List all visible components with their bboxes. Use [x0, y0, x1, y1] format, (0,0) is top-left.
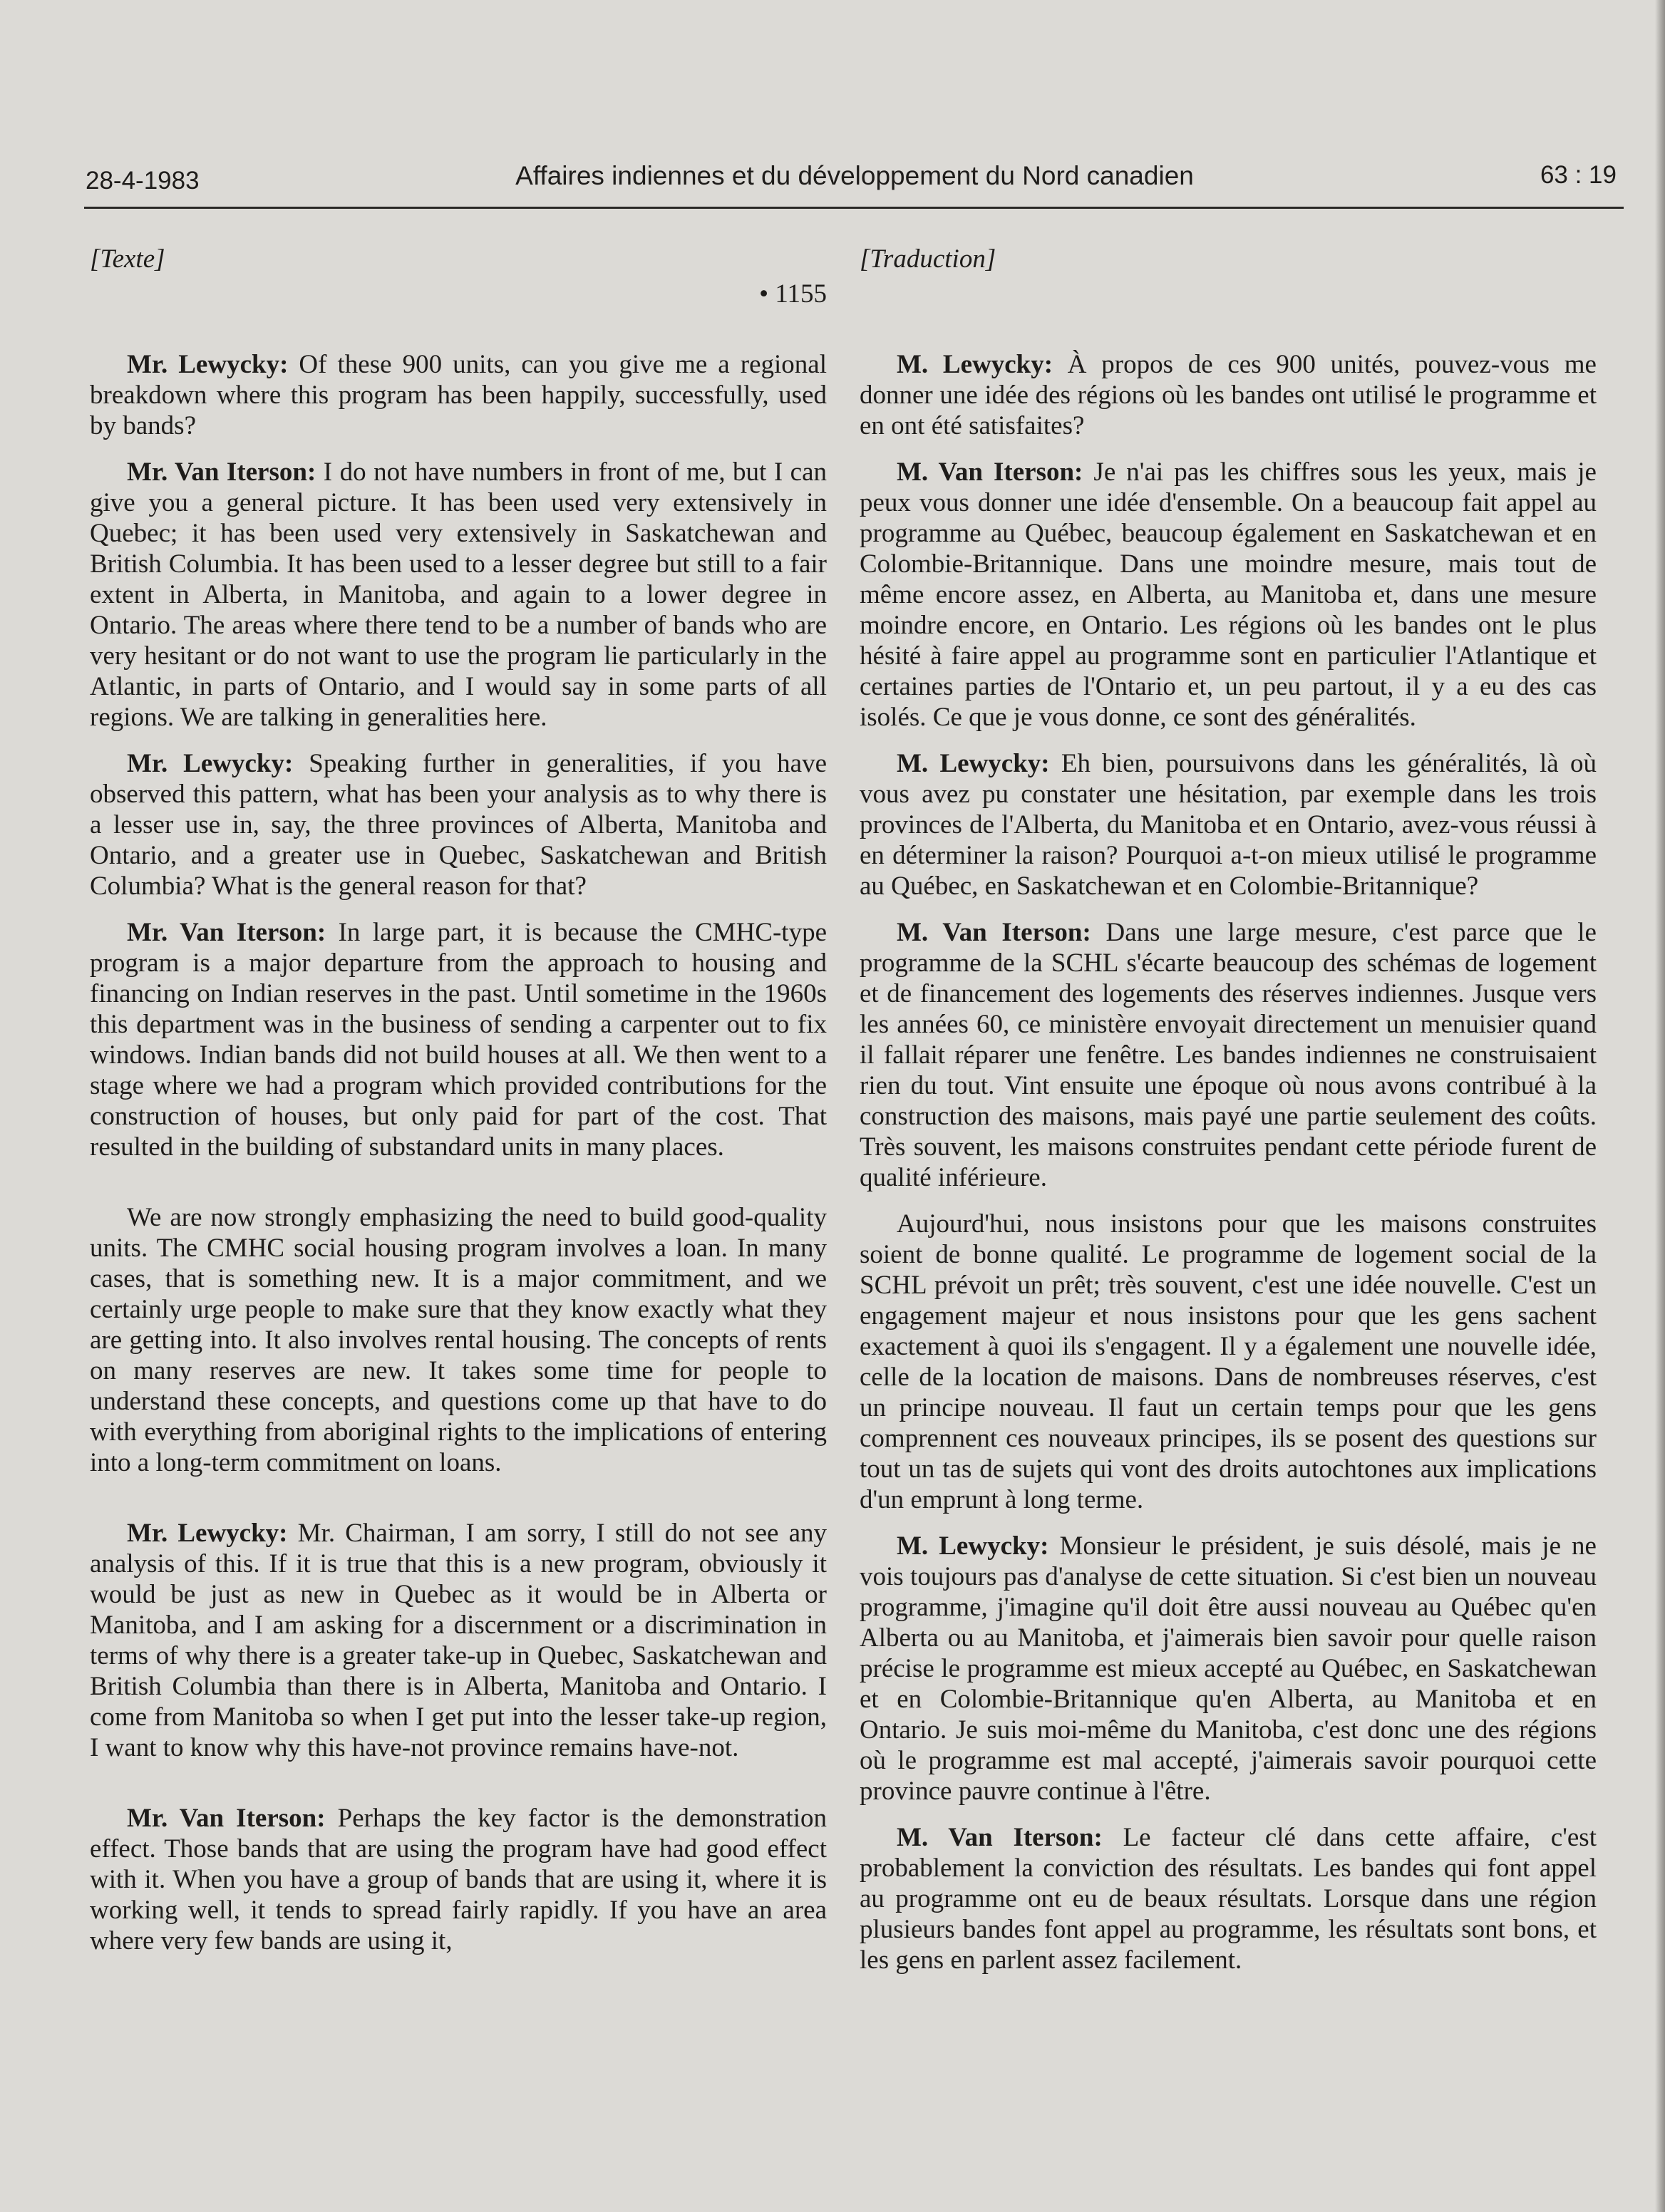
paragraph [860, 1209, 1597, 1515]
header-page-number: 63 : 19 [1540, 161, 1617, 189]
paragraph-text: Je n'ai pas les chiffres sous les yeux, mais je peux vous donner une idée d'ensemble. On a beaucoup fait appel au programme au Québec, beaucoup également en Saskatchewan et en Colombie-Britannique. Dans une moindre mesure, mais tout de même encore assez, en Alberta, au Manitoba et, dans une mesure moindre encore, en Ontario. Les régions où les bandes ont le plus hésité à faire appel au programme sont en particulier l'Atlantique et certaines parties de l'Ontario et, un peu partout, il y a eu des cas isolés. Ce que je vous donne, ce sont des généralités. [860, 458, 1597, 732]
paragraph-text: Mr. Chairman, I am sorry, I still do not see any analysis of this. If it is true that this is a new program, obviously it would be just as new in Quebec as it would be in Alberta or Manitoba, and I am asking for a discernment or a discrimination in terms of why there is a greater take-up in Quebec, Saskatchewan and British Columbia than there is in Alberta, Manitoba and Ontario. I come from Manitoba so when I get put into the lesser take-up region, I want to know why this have-not province remains have-not. [90, 1519, 827, 1762]
paragraph [860, 1822, 1597, 1975]
paragraph-text: Perhaps the key factor is the demonstration effect. Those bands that are using the program have had good effect with it. When you have a group of bands that are using it, where it is working well, it tends to spread fairly rapidly. If you have an area where very few bands are using it, [90, 1804, 827, 1955]
speaker-name: Mr. Lewycky: [127, 350, 289, 379]
paragraph [860, 349, 1597, 441]
header-date: 28-4-1983 [86, 167, 200, 195]
speaker-name: Mr. Lewycky: [127, 749, 294, 778]
section-gap [90, 1494, 827, 1518]
page-edge-shadow [1655, 0, 1665, 2212]
paragraph-text: Aujourd'hui, nous insistons pour que les maisons construites soient de bonne qualité. Le programme de logement social de la SCHL prévoit un prêt; très souvent, c'est une idée nouvelle. C'est un engagement majeur et nous insistons pour que les gens sachent exactement à quoi ils s'engagent. Il y a également une nouvelle idée, celle de la location de maisons. Dans de nombreuses réserves, c'est un principe nouveau. Il faut un certain temps pour que les gens comprennent ces nouveaux principes, ils se posent des questions sur tout un tas de sujets qui vont des droits autochtones aux implications d'un emprunt à long terme. [860, 1209, 1597, 1514]
paragraph [90, 1518, 827, 1763]
paragraph [90, 457, 827, 733]
speaker-name: Mr. Lewycky: [127, 1519, 288, 1548]
paragraph-text: Dans une large mesure, c'est parce que le programme de la SCHL s'écarte beaucoup des schémas de logement et de financement des logements des réserves indiennes. Jusque vers les années 60, ce ministère envoyait directement un menuisier quand il fallait réparer une fenêtre. Les bandes indiennes ne construisaient rien du tout. Vint ensuite une époque où nous avons contribué à la construction des maisons, mais payé une partie seulement des coûts. Très souvent, les maisons construites pendant cette période furent de qualité inférieure. [860, 918, 1597, 1192]
header-title: Affaires indiennes et du développement du Nord canadien [515, 161, 1194, 190]
paragraph-text: We are now strongly emphasizing the need to build good-quality units. The CMHC social housing program involves a loan. In many cases, that is something new. It is a major commitment, and we certainly urge people to make sure that they know exactly what they are getting into. It also involves rental housing. The concepts of rents on many reserves are new. It takes some time for people to understand these concepts, and questions come up that have to do with everything from aboriginal rights to the implications of entering into a long-term commitment on loans. [90, 1203, 827, 1477]
page-header [86, 161, 1624, 204]
paragraph-text: I do not have numbers in front of me, but I can give you a general picture. It has been used very extensively in Quebec; it has been used very extensively in Saskatchewan and British Columbia. It has been used to a lesser degree but still to a fair extent in Alberta, in Manitoba, and again to a lower degree in Ontario. The areas where there tend to be a number of bands who are very hesitant or do not want to use the program lie particularly in the Atlantic, in parts of Ontario, and I would say in some parts of all regions. We are talking in generalities here. [90, 458, 827, 732]
speaker-name: M. Lewycky: [897, 1531, 1049, 1561]
speaker-name: Mr. Van Iterson: [127, 1804, 326, 1833]
paragraph-text: Of these 900 units, can you give me a regional breakdown where this program has been happily, successfully, used by bands? [90, 350, 828, 440]
section-gap [90, 1779, 827, 1803]
paragraph [90, 1202, 827, 1478]
paragraph [90, 748, 827, 901]
column-label-traduction: [Traduction] [860, 244, 996, 274]
paragraph [90, 1803, 827, 1956]
column-label-texte: [Texte] [90, 244, 165, 274]
english-column [90, 242, 827, 1972]
paragraph [90, 349, 827, 441]
paragraph [860, 917, 1597, 1193]
column-spacer [860, 276, 1597, 349]
speaker-name: Mr. Van Iterson: [127, 458, 316, 487]
paragraph-text: In large part, it is because the CMHC-type program is a major departure from the approach to housing and financing on Indian reserves in the past. Until sometime in the 1960s this department was in the business of sending a carpenter out to fix windows. Indian bands did not build houses at all. We then went to a stage where we had a program which provided contributions for the construction of houses, but only paid for part of the cost. That resulted in the building of substandard units in many places. [90, 918, 827, 1162]
speaker-name: M. Van Iterson: [897, 458, 1083, 487]
speaker-name: M. Lewycky: [897, 749, 1050, 778]
paragraph-text: Eh bien, poursuivons dans les généralités, là où vous avez pu constater une hésitation, par exemple dans les trois provinces de l'Alberta, du Manitoba et en Ontario, avez-vous réussi à en déterminer la raison? Pourquoi a-t-on mieux utilisé le programme au Québec, en Saskatchewan et en Colombie-Britannique? [860, 749, 1597, 901]
speaker-name: Mr. Van Iterson: [127, 918, 326, 947]
french-column [860, 242, 1597, 1991]
header-rule [84, 207, 1624, 209]
paragraph-text: À propos de ces 900 unités, pouvez-vous me donner une idée des régions où les bandes ont utilisé le programme et en ont été satisfaites? [860, 350, 1597, 440]
speaker-name: M. Van Iterson: [897, 918, 1091, 947]
paragraph-text: Le facteur clé dans cette affaire, c'est probablement la conviction des résultats. Les bandes qui font appel au programme ont eu de beaux résultats. Lorsque dans une région plusieurs bandes font appel au programme, les résultats sont bons, et les gens en parlent assez facilement. [860, 1823, 1597, 1975]
time-marker: • 1155 [759, 279, 827, 309]
paragraph [860, 1531, 1597, 1807]
speaker-name: M. Van Iterson: [897, 1823, 1103, 1852]
paragraph [860, 457, 1597, 733]
paragraph [860, 748, 1597, 901]
section-gap [90, 1178, 827, 1202]
paragraph-text: Monsieur le président, je suis désolé, mais je ne vois toujours pas d'analyse de cette situation. Si c'est bien un nouveau programme, j'imagine qu'il doit être aussi nouveau au Québec qu'en Alberta ou au Manitoba, et j'aimerais bien savoir pour quelle raison précise le programme est mieux accepté au Québec, en Saskatchewan et en Colombie-Britannique qu'en Alberta, au Manitoba et en Ontario. Je suis moi-même du Manitoba, c'est donc une des régions où le programme est mal accepté, j'aimerais savoir pourquoi cette province pauvre continue à l'être. [860, 1531, 1597, 1806]
paragraph [90, 917, 827, 1162]
speaker-name: M. Lewycky: [897, 350, 1053, 379]
paragraph-text: Speaking further in generalities, if you have observed this pattern, what has been your analysis as to why there is a lesser use in, say, the three provinces of Alberta, Manitoba and Ontario, and a greater use in Quebec, Saskatchewan and British Columbia? What is the general reason for that? [90, 749, 828, 901]
